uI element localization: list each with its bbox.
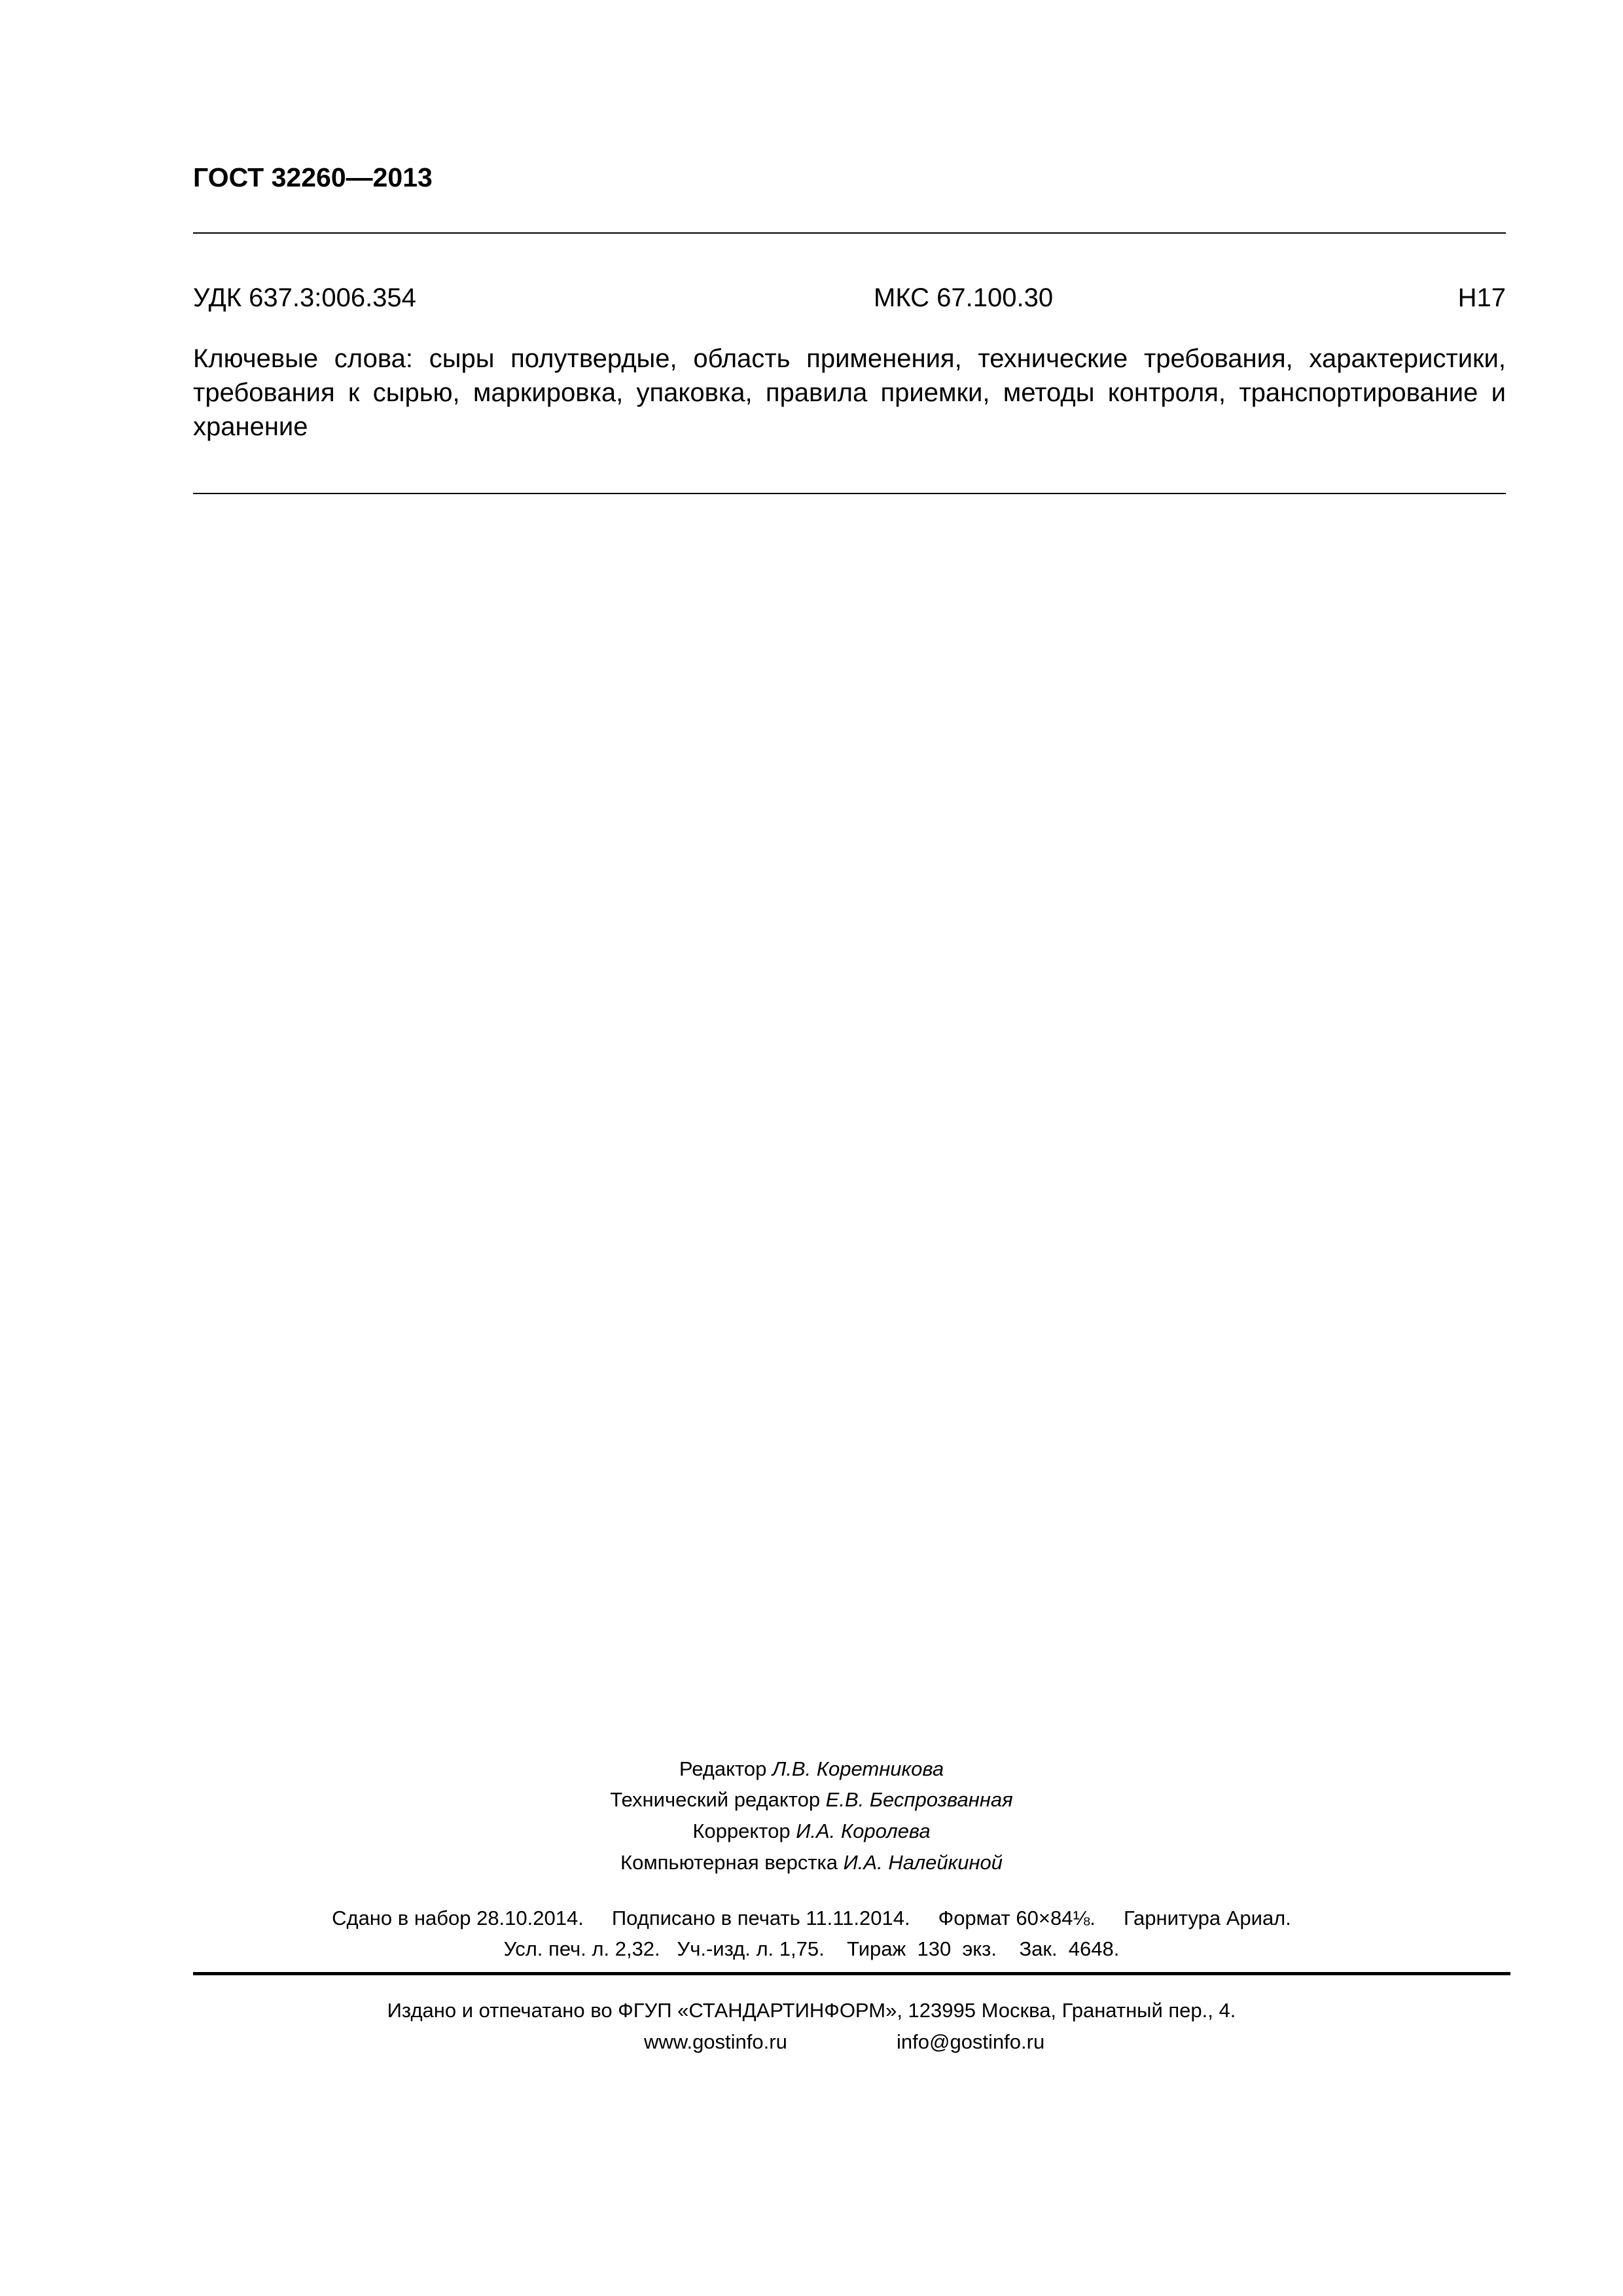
- proofreader-role: Корректор: [692, 1820, 796, 1842]
- credit-proofreader: [0, 1818, 1623, 1844]
- publisher-divider: [193, 1972, 1510, 1975]
- standard-number-header: ГОСТ 32260—2013: [193, 162, 433, 192]
- tech-editor-role: Технический редактор: [610, 1788, 826, 1811]
- publisher-website: www.gostinfo.ru: [644, 2030, 787, 2053]
- layout-role: Компьютерная верстка: [620, 1851, 844, 1874]
- keywords-paragraph: Ключевые слова: сыры полутвердые, область применения, технические требования, характеристики, требования к сырью, маркировка, упаковка, правила приемки, методы контроля, транспортирование и хранение: [193, 344, 1506, 441]
- mks-code: МКС 67.100.30: [874, 283, 1054, 312]
- credit-editor: [0, 1756, 1623, 1782]
- udk-code: УДК 637.3:006.354: [193, 283, 416, 312]
- tech-editor-name: Е.В. Беспрозванная: [825, 1788, 1013, 1811]
- publisher-email: info@gostinfo.ru: [897, 2030, 1045, 2053]
- layout-name: И.А. Налейкиной: [843, 1851, 1003, 1874]
- keywords-divider: [193, 493, 1506, 494]
- editor-name: Л.В. Коретникова: [772, 1757, 944, 1780]
- print-info-line-1: Сдано в набор 28.10.2014. Подписано в печать 11.11.2014. Формат 60×84⅛. Гарнитура Ариал.: [332, 1907, 1291, 1929]
- credit-tech-editor: [0, 1787, 1623, 1813]
- editor-role: Редактор: [679, 1757, 772, 1780]
- print-info-line-2: Усл. печ. л. 2,32. Уч.-изд. л. 1,75. Тираж 130 экз. Зак. 4648.: [503, 1937, 1120, 1960]
- group-code: Н17: [1457, 283, 1506, 312]
- publisher-address: Издано и отпечатано во ФГУП «СТАНДАРТИНФОРМ», 123995 Москва, Гранатный пер., 4.: [387, 1999, 1236, 2022]
- proofreader-name: И.А. Королева: [796, 1820, 931, 1842]
- top-divider: [193, 232, 1506, 234]
- credit-layout: [0, 1850, 1623, 1876]
